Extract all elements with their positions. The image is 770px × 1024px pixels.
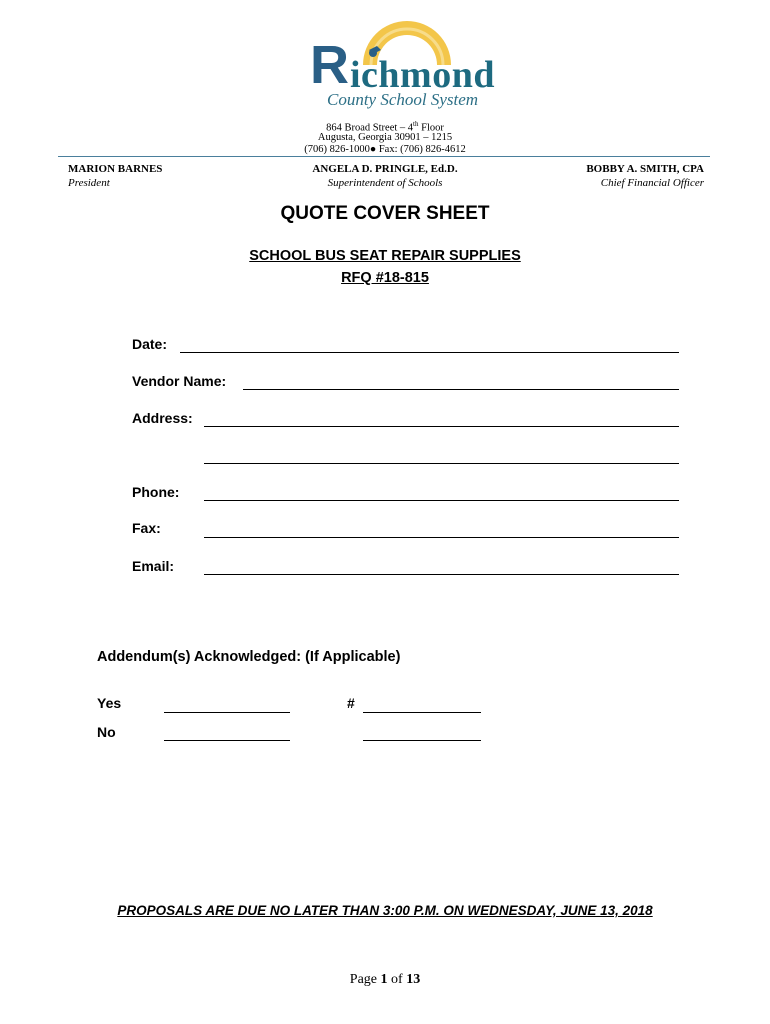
fax-label: Fax:	[132, 520, 161, 536]
page-title: QUOTE COVER SHEET	[280, 203, 490, 224]
page-prefix: Page	[349, 972, 381, 987]
due-notice: PROPOSALS ARE DUE NO LATER THAN 3:00 P.M. ON WEDNESDAY, JUNE 13, 2018	[117, 903, 653, 918]
official-title-superintendent: Superintendent of Schools	[327, 177, 443, 189]
logo-word: ichmond	[350, 54, 495, 96]
address-field-line-1[interactable]	[204, 426, 679, 427]
phone-field[interactable]	[204, 500, 679, 501]
official-title-president: President	[68, 177, 110, 189]
vendor-name-field[interactable]	[243, 389, 679, 390]
yes-number-field[interactable]	[363, 712, 481, 713]
header-divider	[58, 156, 710, 157]
yes-label: Yes	[97, 695, 122, 711]
address-label: Address:	[132, 410, 193, 426]
date-field[interactable]	[180, 352, 679, 353]
subtitle-item: SCHOOL BUS SEAT REPAIR SUPPLIES	[249, 248, 521, 264]
hash-label: #	[347, 695, 355, 711]
address-line-3: (706) 826-1000● Fax: (706) 826-4612	[304, 144, 466, 155]
page-total: 13	[406, 972, 421, 987]
phone-label: Phone:	[132, 484, 180, 500]
official-name-superintendent: ANGELA D. PRINGLE, Ed.D.	[312, 163, 458, 175]
addendum-heading: Addendum(s) Acknowledged: (If Applicable)	[97, 649, 401, 665]
vendor-name-label: Vendor Name:	[132, 373, 227, 389]
fax-field[interactable]	[204, 537, 679, 538]
address-sup: th	[413, 120, 419, 128]
richmond-logo	[305, 20, 495, 112]
official-name-cfo: BOBBY A. SMITH, CPA	[586, 163, 704, 175]
logo-initial: R	[310, 35, 349, 95]
logo-subtitle: County School System	[327, 90, 479, 109]
page-number	[0, 972, 770, 988]
subtitle-rfq: RFQ #18-815	[341, 270, 429, 286]
address-floor: Floor	[418, 122, 444, 134]
no-field[interactable]	[164, 740, 290, 741]
address-line-2: Augusta, Georgia 30901 – 1215	[317, 132, 453, 143]
no-label: No	[97, 724, 116, 740]
date-label: Date:	[132, 336, 168, 352]
email-field[interactable]	[204, 574, 679, 575]
page-current: 1	[380, 972, 388, 987]
official-title-cfo: Chief Financial Officer	[600, 177, 704, 189]
page-of: of	[387, 972, 407, 987]
no-number-field[interactable]	[363, 740, 481, 741]
official-name-president: MARION BARNES	[68, 163, 163, 175]
email-label: Email:	[132, 558, 175, 574]
yes-field[interactable]	[164, 712, 290, 713]
address-street: 864 Broad Street – 4	[326, 122, 414, 134]
address-field-line-2[interactable]	[204, 463, 679, 464]
